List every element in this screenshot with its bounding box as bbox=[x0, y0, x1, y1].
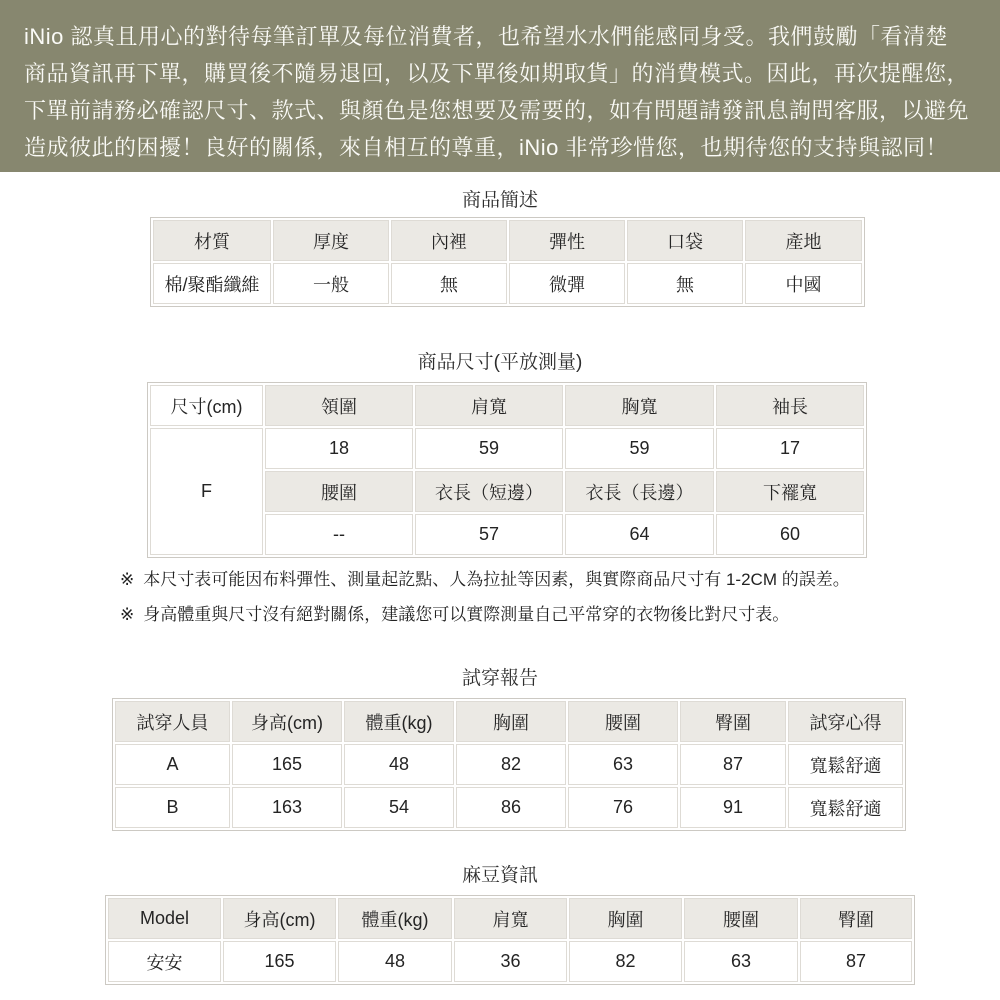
value-cell: 18 bbox=[265, 428, 413, 469]
value-cell: 54 bbox=[344, 787, 454, 828]
value-cell: 寬鬆舒適 bbox=[788, 744, 903, 785]
value-cell: A bbox=[115, 744, 230, 785]
value-cell: 57 bbox=[415, 514, 563, 555]
value-cell: 36 bbox=[454, 941, 567, 982]
header-cell: 體重(kg) bbox=[344, 701, 454, 742]
model-table bbox=[105, 895, 915, 985]
value-cell: 無 bbox=[627, 263, 743, 304]
value-cell: 無 bbox=[391, 263, 507, 304]
value-cell: 165 bbox=[223, 941, 336, 982]
reference-mark-icon: ※ bbox=[120, 570, 135, 589]
size-notes bbox=[120, 568, 1000, 626]
note-item bbox=[120, 568, 1000, 591]
header-cell: 厚度 bbox=[273, 220, 389, 261]
header-cell: 腰圍 bbox=[265, 471, 413, 512]
table-row bbox=[115, 744, 903, 785]
size-label-cell: F bbox=[150, 428, 263, 555]
table-row bbox=[153, 263, 862, 304]
value-cell: 48 bbox=[344, 744, 454, 785]
value-cell: 59 bbox=[565, 428, 714, 469]
banner-line: 造成彼此的困擾！良好的關係，來自相互的尊重，iNio 非常珍惜您，也期待您的支持與認同！ bbox=[24, 135, 949, 160]
header-cell: 領圍 bbox=[265, 385, 413, 426]
banner-line: 商品資訊再下單，購買後不隨易退回，以及下單後如期取貨」的消費模式。因此，再次提醒您， bbox=[24, 61, 970, 86]
value-cell: 微彈 bbox=[509, 263, 625, 304]
corner-cell: 尺寸(cm) bbox=[150, 385, 263, 426]
header-cell: 材質 bbox=[153, 220, 271, 261]
value-cell: -- bbox=[265, 514, 413, 555]
header-cell: 下襬寬 bbox=[716, 471, 864, 512]
value-cell: 60 bbox=[716, 514, 864, 555]
header-cell: Model bbox=[108, 898, 221, 939]
value-cell: 63 bbox=[684, 941, 798, 982]
value-cell: 59 bbox=[415, 428, 563, 469]
value-cell: 82 bbox=[456, 744, 566, 785]
table-row bbox=[108, 941, 912, 982]
header-cell: 腰圍 bbox=[684, 898, 798, 939]
note-item bbox=[120, 603, 1000, 626]
brief-section-title: 商品簡述 bbox=[461, 190, 538, 211]
header-cell: 口袋 bbox=[627, 220, 743, 261]
value-cell: 76 bbox=[568, 787, 678, 828]
value-cell: 163 bbox=[232, 787, 342, 828]
header-cell: 衣長（短邊） bbox=[415, 471, 563, 512]
reference-mark-icon: ※ bbox=[120, 605, 135, 624]
value-cell: 165 bbox=[232, 744, 342, 785]
model-section-title: 麻豆資訊 bbox=[461, 865, 538, 886]
note-text: 本尺寸表可能因布料彈性、測量起訖點、人為拉扯等因素，與實際商品尺寸有 1-2CM 的誤差。 bbox=[143, 570, 850, 589]
table-row bbox=[150, 428, 864, 469]
table-row bbox=[150, 385, 864, 426]
header-cell: 內裡 bbox=[391, 220, 507, 261]
table-row bbox=[115, 701, 903, 742]
value-cell: 寬鬆舒適 bbox=[788, 787, 903, 828]
brief-table bbox=[150, 217, 865, 307]
table-row bbox=[153, 220, 862, 261]
value-cell: 中國 bbox=[745, 263, 862, 304]
value-cell: 48 bbox=[338, 941, 452, 982]
header-cell: 胸圍 bbox=[569, 898, 682, 939]
header-cell: 臀圍 bbox=[800, 898, 912, 939]
banner-line: iNio 認真且用心的對待每筆訂單及每位消費者，也希望水水們能感同身受。我們鼓勵「看清楚 bbox=[24, 24, 949, 49]
value-cell: 87 bbox=[680, 744, 786, 785]
value-cell: 64 bbox=[565, 514, 714, 555]
value-cell: 86 bbox=[456, 787, 566, 828]
brand-notice-banner bbox=[0, 0, 1000, 172]
size-section-title: 商品尺寸(平放測量) bbox=[417, 352, 583, 373]
value-cell: 安安 bbox=[108, 941, 221, 982]
header-cell: 袖長 bbox=[716, 385, 864, 426]
value-cell: 87 bbox=[800, 941, 912, 982]
header-cell: 體重(kg) bbox=[338, 898, 452, 939]
header-cell: 試穿心得 bbox=[788, 701, 903, 742]
table-row bbox=[108, 898, 912, 939]
header-cell: 彈性 bbox=[509, 220, 625, 261]
value-cell: 91 bbox=[680, 787, 786, 828]
fitting-section-title: 試穿報告 bbox=[461, 668, 538, 689]
header-cell: 腰圍 bbox=[568, 701, 678, 742]
value-cell: 82 bbox=[569, 941, 682, 982]
value-cell: B bbox=[115, 787, 230, 828]
header-cell: 肩寬 bbox=[454, 898, 567, 939]
header-cell: 胸寬 bbox=[565, 385, 714, 426]
header-cell: 身高(cm) bbox=[232, 701, 342, 742]
size-table bbox=[147, 382, 867, 558]
value-cell: 棉/聚酯纖維 bbox=[153, 263, 271, 304]
header-cell: 衣長（長邊） bbox=[565, 471, 714, 512]
banner-line: 下單前請務必確認尺寸、款式、與顏色是您想要及需要的，如有問題請發訊息詢問客服，以避免 bbox=[24, 98, 970, 123]
header-cell: 胸圍 bbox=[456, 701, 566, 742]
header-cell: 身高(cm) bbox=[223, 898, 336, 939]
header-cell: 臀圍 bbox=[680, 701, 786, 742]
header-cell: 試穿人員 bbox=[115, 701, 230, 742]
note-text: 身高體重與尺寸沒有絕對關係，建議您可以實際測量自己平常穿的衣物後比對尺寸表。 bbox=[143, 605, 790, 624]
value-cell: 63 bbox=[568, 744, 678, 785]
header-cell: 產地 bbox=[745, 220, 862, 261]
value-cell: 一般 bbox=[273, 263, 389, 304]
table-row bbox=[115, 787, 903, 828]
value-cell: 17 bbox=[716, 428, 864, 469]
header-cell: 肩寬 bbox=[415, 385, 563, 426]
fitting-table bbox=[112, 698, 906, 831]
